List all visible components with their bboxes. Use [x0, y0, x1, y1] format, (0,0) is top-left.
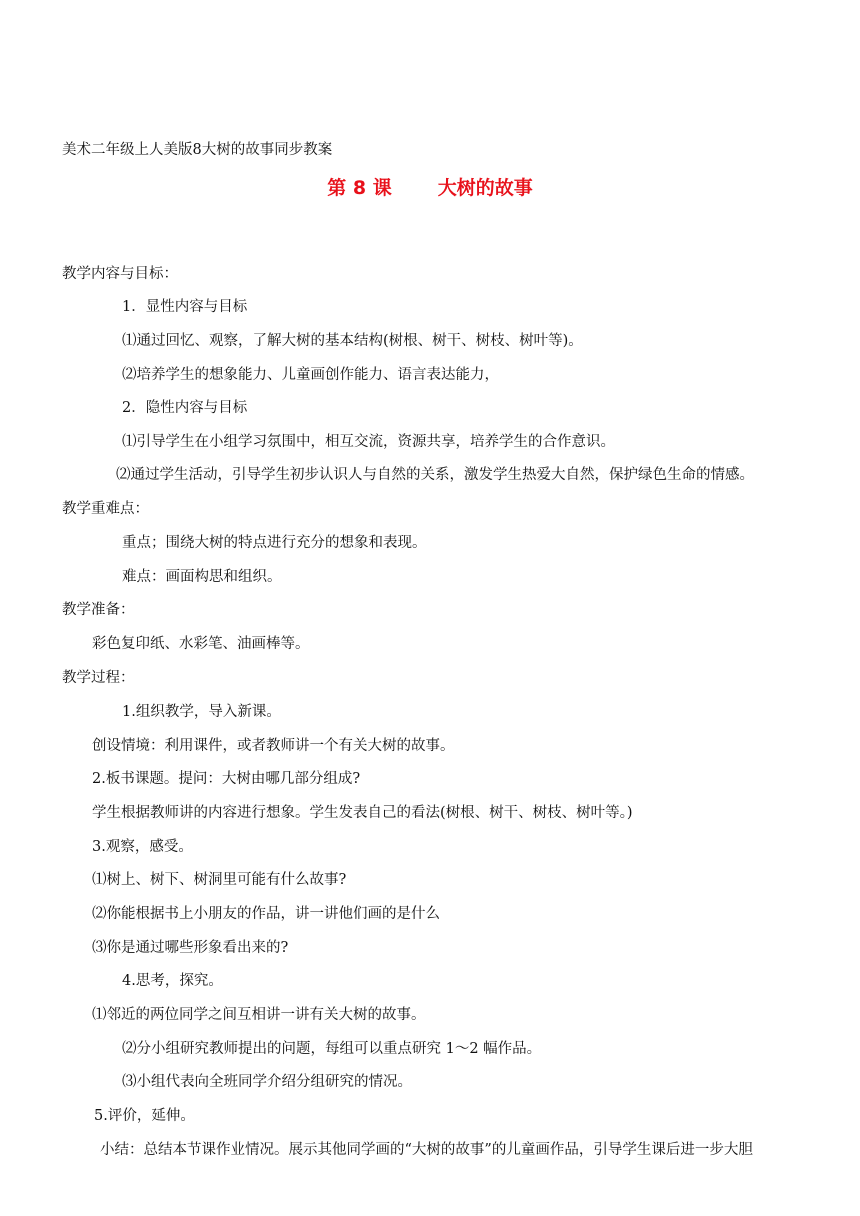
section-heading: 教学重难点： — [62, 501, 149, 517]
lesson-title — [0, 175, 860, 201]
list-item: ⑵分小组研究教师提出的问题，每组可以重点研究 1～2 幅作品。 — [122, 1041, 542, 1057]
paragraph: 彩色复印纸、水彩笔、油画棒等。 — [92, 636, 310, 652]
paragraph: 创设情境：利用课件，或者教师讲一个有关大树的故事。 — [92, 738, 455, 754]
paragraph: ⑴引导学生在小组学习氛围中，相互交流，资源共享，培养学生的合作意识。 — [122, 434, 615, 450]
paragraph: ⑵通过学生活动，引导学生初步认识人与自然的关系，激发学生热爱大自然，保护绿色生命的情感。 — [116, 467, 754, 483]
paragraph: 小结：总结本节课作业情况。展示其他同学画的“大树的故事”的儿童画作品，引导学生课后进一步大胆 — [100, 1142, 753, 1158]
paragraph: ⑵培养学生的想象能力、儿童画创作能力、语言表达能力， — [122, 367, 499, 383]
paragraph: ⑴通过回忆、观察，了解大树的基本结构(树根、树干、树枝、树叶等)。 — [122, 333, 583, 349]
section-heading: 教学内容与目标： — [62, 266, 178, 282]
paragraph: 学生根据教师讲的内容进行想象。学生发表自己的看法(树根、树干、树枝、树叶等。) — [92, 805, 633, 821]
list-item: ⑴邻近的两位同学之间互相讲一讲有关大树的故事。 — [92, 1007, 426, 1023]
list-item: 4.思考，探究。 — [122, 973, 223, 989]
section-heading: 教学准备： — [62, 602, 135, 618]
document-header: 美术二年级上人美版8大树的故事同步教案 — [62, 142, 333, 158]
list-item: ⑴树上、树下、树洞里可能有什么故事? — [92, 872, 347, 888]
list-item: 3.观察，感受。 — [92, 839, 193, 855]
list-item: 5.评价，延伸。 — [94, 1108, 195, 1124]
lesson-number: 第 8 课 — [327, 177, 392, 199]
paragraph: 重点；围绕大树的特点进行充分的想象和表现。 — [122, 535, 427, 551]
subheading: 2．隐性内容与目标 — [122, 400, 248, 416]
list-item: 2.板书课题。提问：大树由哪几部分组成? — [92, 771, 361, 787]
list-item: 1.组织教学，导入新课。 — [122, 704, 281, 720]
list-item: ⑶小组代表向全班同学介绍分组研究的情况。 — [122, 1074, 412, 1090]
section-heading: 教学过程： — [62, 670, 135, 686]
list-item: ⑶你是通过哪些形象看出来的? — [92, 940, 289, 956]
subheading: 1．显性内容与目标 — [122, 299, 248, 315]
paragraph: 难点：画面构思和组织。 — [122, 569, 282, 585]
lesson-name: 大树的故事 — [437, 177, 533, 199]
list-item: ⑵你能根据书上小朋友的作品，讲一讲他们画的是什么 — [92, 906, 440, 922]
